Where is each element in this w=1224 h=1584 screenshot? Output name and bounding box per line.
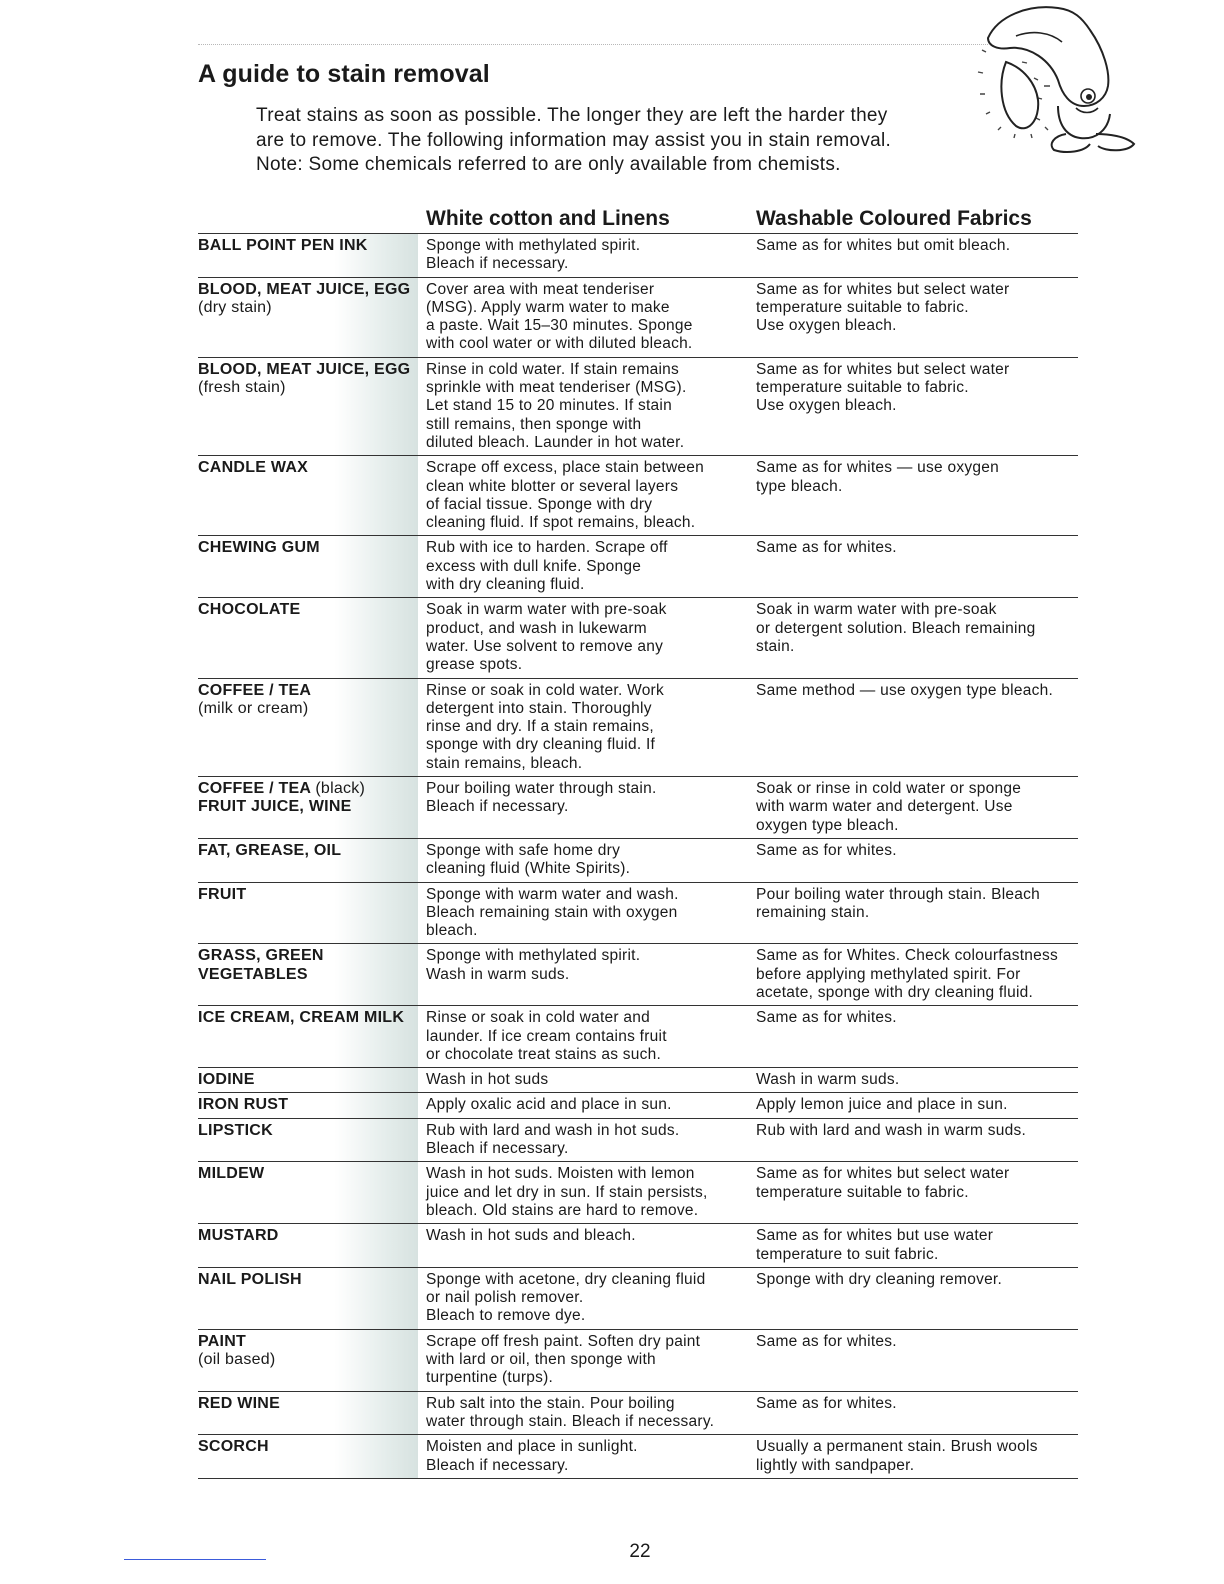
white-cotton-instructions bbox=[418, 838, 748, 882]
instruction-line: Wash in hot suds. Moisten with lemon bbox=[426, 1165, 695, 1183]
stain-type-cell bbox=[198, 1118, 418, 1162]
instruction-line: bleach. Old stains are hard to remove. bbox=[426, 1201, 699, 1219]
stain-type-cell bbox=[198, 1093, 418, 1118]
instruction-line: Rub salt into the stain. Pour boiling bbox=[426, 1394, 675, 1412]
intro-line: Treat stains as soon as possible. The longer they are left the harder they bbox=[256, 105, 888, 126]
stain-name bbox=[198, 1333, 418, 1351]
table-row bbox=[198, 1224, 1078, 1268]
table-row bbox=[198, 1435, 1078, 1479]
white-cotton-instructions bbox=[418, 234, 748, 278]
stain-type-cell bbox=[198, 1006, 418, 1068]
instruction-line: oxygen type bleach. bbox=[756, 816, 899, 834]
stain-name bbox=[198, 539, 418, 557]
instruction-line: stain remains, bleach. bbox=[426, 754, 583, 772]
instruction-line: Cover area with meat tenderiser bbox=[426, 280, 655, 298]
instruction-line: water through stain. Bleach if necessary. bbox=[426, 1412, 715, 1430]
instruction-line: water. Use solvent to remove any bbox=[426, 637, 664, 655]
bottom-link-underline bbox=[124, 1559, 266, 1560]
white-cotton-instructions bbox=[418, 1267, 748, 1329]
white-cotton-instructions bbox=[418, 456, 748, 536]
instruction-line: Rub with ice to harden. Scrape off bbox=[426, 539, 668, 557]
instruction-line: Bleach if necessary. bbox=[426, 255, 569, 273]
stain-name bbox=[198, 1165, 418, 1183]
instruction-line: Bleach if necessary. bbox=[426, 1140, 569, 1158]
coloured-fabric-instructions bbox=[748, 1162, 1078, 1224]
stain-name bbox=[198, 1395, 418, 1413]
instruction-line: Same as for whites. bbox=[756, 1394, 897, 1412]
instruction-line: clean white blotter or several layers bbox=[426, 477, 679, 495]
instruction-line: remaining stain. bbox=[756, 903, 870, 921]
coloured-fabric-instructions bbox=[748, 1068, 1078, 1093]
coloured-fabric-instructions bbox=[748, 1267, 1078, 1329]
table-row bbox=[198, 1267, 1078, 1329]
instruction-line: Soak or rinse in cold water or sponge bbox=[756, 780, 1022, 798]
instruction-line: Same method — use oxygen type bleach. bbox=[756, 681, 1054, 699]
stain-name-text: CHEWING GUM bbox=[198, 539, 320, 557]
instruction-line: bleach. bbox=[426, 922, 478, 940]
stain-note: (milk or cream) bbox=[198, 699, 309, 717]
instruction-line: Apply oxalic acid and place in sun. bbox=[426, 1096, 672, 1114]
page-number: 22 bbox=[629, 1541, 651, 1562]
instruction-line: temperature suitable to fabric. bbox=[756, 298, 969, 316]
instruction-line: Wash in warm suds. bbox=[426, 965, 570, 983]
instruction-line: Scrape off fresh paint. Soften dry paint bbox=[426, 1332, 701, 1350]
stain-name-text: MUSTARD bbox=[198, 1227, 279, 1245]
white-cotton-instructions bbox=[418, 1118, 748, 1162]
stain-name-text: CANDLE WAX bbox=[198, 459, 309, 477]
instruction-line: before applying methylated spirit. For bbox=[756, 965, 1021, 983]
coloured-fabric-instructions bbox=[748, 882, 1078, 944]
stain-name-text: COFFEE / TEA bbox=[198, 681, 312, 699]
stain-name bbox=[198, 1009, 418, 1027]
instruction-line: Sponge with warm water and wash. bbox=[426, 885, 679, 903]
instruction-line: or detergent solution. Bleach remaining bbox=[756, 619, 1036, 637]
instruction-line: Rinse or soak in cold water and bbox=[426, 1009, 651, 1027]
white-cotton-instructions bbox=[418, 598, 748, 678]
instruction-line: Same as for whites. bbox=[756, 539, 897, 557]
instruction-line: Soak in warm water with pre-soak bbox=[756, 601, 997, 619]
stain-name-text: COFFEE / TEA bbox=[198, 780, 311, 798]
instruction-line: Moisten and place in sunlight. bbox=[426, 1438, 638, 1456]
stain-name-text: LIPSTICK bbox=[198, 1121, 273, 1139]
column-header-stain bbox=[198, 205, 418, 234]
table-row bbox=[198, 777, 1078, 839]
coloured-fabric-instructions bbox=[748, 1093, 1078, 1118]
instruction-line: Rub with lard and wash in warm suds. bbox=[756, 1121, 1027, 1139]
instruction-line: cleaning fluid (White Spirits). bbox=[426, 860, 631, 878]
instruction-line: temperature to suit fabric. bbox=[756, 1245, 939, 1263]
stain-type-cell bbox=[198, 234, 418, 278]
coloured-fabric-instructions bbox=[748, 234, 1078, 278]
intro-line: are to remove. The following information may assist you in stain removal. bbox=[256, 129, 892, 151]
coloured-fabric-instructions bbox=[748, 277, 1078, 357]
coloured-fabric-instructions bbox=[748, 777, 1078, 839]
stain-removal-table bbox=[198, 205, 1078, 1479]
stain-name bbox=[198, 459, 418, 477]
stain-type-cell bbox=[198, 678, 418, 776]
coloured-fabric-instructions bbox=[748, 678, 1078, 776]
instruction-line: Bleach remaining stain with oxygen bbox=[426, 903, 678, 921]
stain-name bbox=[198, 237, 418, 255]
table-row bbox=[198, 357, 1078, 455]
stain-name-text: BLOOD, MEAT JUICE, EGG bbox=[198, 280, 411, 298]
column-header-coloured-fabrics: Washable Coloured Fabrics bbox=[748, 205, 1078, 234]
instruction-line: with cool water or with diluted bleach. bbox=[426, 335, 693, 353]
stain-name-text: ICE CREAM, CREAM MILK bbox=[198, 1009, 405, 1027]
instruction-line: temperature suitable to fabric. bbox=[756, 379, 969, 397]
instruction-line: still remains, then sponge with bbox=[426, 415, 642, 433]
instruction-line: sponge with dry cleaning fluid. If bbox=[426, 736, 656, 754]
white-cotton-instructions bbox=[418, 1224, 748, 1268]
table-row bbox=[198, 598, 1078, 678]
mascot-illustration bbox=[958, 2, 1144, 180]
table-row bbox=[198, 1329, 1078, 1391]
instruction-line: Same as for whites. bbox=[756, 1332, 897, 1350]
table-row bbox=[198, 882, 1078, 944]
white-cotton-instructions bbox=[418, 944, 748, 1006]
stain-name bbox=[198, 1071, 418, 1089]
stain-type-cell bbox=[198, 1435, 418, 1479]
instruction-line: Rub with lard and wash in hot suds. bbox=[426, 1121, 680, 1139]
instruction-line: Wash in warm suds. bbox=[756, 1071, 900, 1089]
instruction-line: temperature suitable to fabric. bbox=[756, 1183, 969, 1201]
instruction-line: grease spots. bbox=[426, 656, 523, 674]
stain-name bbox=[198, 682, 418, 700]
page-title: A guide to stain removal bbox=[198, 60, 490, 88]
table-row bbox=[198, 536, 1078, 598]
instruction-line: excess with dull knife. Sponge bbox=[426, 557, 642, 575]
table-row bbox=[198, 1068, 1078, 1093]
instruction-line: lightly with sandpaper. bbox=[756, 1456, 915, 1474]
intro-paragraph bbox=[256, 104, 996, 178]
stain-type-cell bbox=[198, 944, 418, 1006]
stain-type-cell bbox=[198, 1224, 418, 1268]
coloured-fabric-instructions bbox=[748, 357, 1078, 455]
stain-name bbox=[198, 1271, 418, 1289]
stain-type-cell bbox=[198, 536, 418, 598]
stain-name-text: PAINT bbox=[198, 1332, 247, 1350]
stain-name-text: NAIL POLISH bbox=[198, 1270, 302, 1288]
table-row bbox=[198, 838, 1078, 882]
stain-type-cell bbox=[198, 456, 418, 536]
instruction-line: Same as for whites but use water bbox=[756, 1227, 994, 1245]
stain-name bbox=[198, 281, 418, 299]
instruction-line: with dry cleaning fluid. bbox=[426, 576, 585, 594]
coloured-fabric-instructions bbox=[748, 944, 1078, 1006]
instruction-line: a paste. Wait 15–30 minutes. Sponge bbox=[426, 317, 693, 335]
top-dotted-rule bbox=[198, 44, 988, 45]
instruction-line: diluted bleach. Launder in hot water. bbox=[426, 433, 685, 451]
instruction-line: Pour boiling water through stain. Bleach bbox=[756, 885, 1040, 903]
instruction-line: of facial tissue. Sponge with dry bbox=[426, 495, 653, 513]
stain-type-cell bbox=[198, 1329, 418, 1391]
table-row bbox=[198, 277, 1078, 357]
instruction-line: Same as for whites but select water bbox=[756, 280, 1010, 298]
stain-name-secondary: FRUIT JUICE, WINE bbox=[198, 798, 352, 816]
stain-type-cell bbox=[198, 1267, 418, 1329]
stain-name-secondary: VEGETABLES bbox=[198, 965, 308, 983]
coloured-fabric-instructions bbox=[748, 1329, 1078, 1391]
stain-note: (oil based) bbox=[198, 1351, 276, 1369]
instruction-line: Same as for whites. bbox=[756, 1009, 897, 1027]
instruction-line: Wash in hot suds and bleach. bbox=[426, 1227, 636, 1245]
instruction-line: (MSG). Apply warm water to make bbox=[426, 298, 670, 316]
instruction-line: acetate, sponge with dry cleaning fluid. bbox=[756, 983, 1034, 1001]
stain-name bbox=[198, 1096, 418, 1114]
stain-type-cell bbox=[198, 882, 418, 944]
stain-name-text: BLOOD, MEAT JUICE, EGG bbox=[198, 360, 411, 378]
stain-type-cell bbox=[198, 1068, 418, 1093]
stain-name bbox=[198, 361, 418, 379]
table-row bbox=[198, 1118, 1078, 1162]
stain-name-text: FRUIT bbox=[198, 885, 247, 903]
table-body bbox=[198, 234, 1078, 1479]
stain-type-cell bbox=[198, 598, 418, 678]
instruction-line: with warm water and detergent. Use bbox=[756, 798, 1013, 816]
instruction-line: Same as for Whites. Check colourfastness bbox=[756, 947, 1059, 965]
stain-name-text: BALL POINT PEN INK bbox=[198, 237, 368, 254]
instruction-line: or chocolate treat stains as such. bbox=[426, 1045, 662, 1063]
white-cotton-instructions bbox=[418, 536, 748, 598]
stain-name bbox=[198, 842, 418, 860]
instruction-line: Sponge with dry cleaning remover. bbox=[756, 1270, 1003, 1288]
instruction-line: cleaning fluid. If spot remains, bleach. bbox=[426, 514, 696, 532]
instruction-line: Bleach to remove dye. bbox=[426, 1307, 586, 1325]
instruction-line: Rinse or soak in cold water. Work bbox=[426, 681, 664, 699]
coloured-fabric-instructions bbox=[748, 598, 1078, 678]
table-row bbox=[198, 234, 1078, 278]
instruction-line: type bleach. bbox=[756, 477, 843, 495]
table-row bbox=[198, 456, 1078, 536]
instruction-line: Sponge with acetone, dry cleaning fluid bbox=[426, 1270, 706, 1288]
stain-note: (fresh stain) bbox=[198, 379, 286, 397]
stain-name bbox=[198, 886, 418, 904]
instruction-line: Bleach if necessary. bbox=[426, 1456, 569, 1474]
white-cotton-instructions bbox=[418, 1329, 748, 1391]
instruction-line: detergent into stain. Thoroughly bbox=[426, 699, 652, 717]
coloured-fabric-instructions bbox=[748, 1006, 1078, 1068]
stain-name-text: CHOCOLATE bbox=[198, 601, 301, 619]
table-row bbox=[198, 1093, 1078, 1118]
stain-type-cell bbox=[198, 277, 418, 357]
stain-type-cell bbox=[198, 838, 418, 882]
stain-name-text: SCORCH bbox=[198, 1438, 269, 1456]
instruction-line: launder. If ice cream contains fruit bbox=[426, 1027, 667, 1045]
instruction-line: with lard or oil, then sponge with bbox=[426, 1351, 656, 1369]
stain-name-text: RED WINE bbox=[198, 1394, 280, 1412]
instruction-line: stain. bbox=[756, 637, 795, 655]
coloured-fabric-instructions bbox=[748, 838, 1078, 882]
instruction-line: Soak in warm water with pre-soak bbox=[426, 601, 667, 619]
white-cotton-instructions bbox=[418, 1391, 748, 1435]
white-cotton-instructions bbox=[418, 882, 748, 944]
instruction-line: Bleach if necessary. bbox=[426, 798, 569, 816]
instruction-line: Same as for whites but select water bbox=[756, 1165, 1010, 1183]
instruction-line: Use oxygen bleach. bbox=[756, 317, 897, 335]
stain-name bbox=[198, 601, 418, 619]
instruction-line: turpentine (turps). bbox=[426, 1369, 554, 1387]
white-cotton-instructions bbox=[418, 777, 748, 839]
white-cotton-instructions bbox=[418, 357, 748, 455]
stain-note: (dry stain) bbox=[198, 298, 272, 316]
stain-inline-note: (black) bbox=[315, 780, 366, 798]
coloured-fabric-instructions bbox=[748, 1435, 1078, 1479]
stain-name bbox=[198, 1227, 418, 1245]
instruction-line: juice and let dry in sun. If stain persists, bbox=[426, 1183, 708, 1201]
instruction-line: sprinkle with meat tenderiser (MSG). bbox=[426, 379, 687, 397]
instruction-line: Same as for whites. bbox=[756, 841, 897, 859]
white-cotton-instructions bbox=[418, 1093, 748, 1118]
table-header-row bbox=[198, 205, 1078, 234]
instruction-line: Scrape off excess, place stain between bbox=[426, 459, 705, 477]
coloured-fabric-instructions bbox=[748, 1118, 1078, 1162]
stain-type-cell bbox=[198, 777, 418, 839]
stain-type-cell bbox=[198, 357, 418, 455]
table-row bbox=[198, 1391, 1078, 1435]
instruction-line: Sponge with methylated spirit. bbox=[426, 947, 641, 965]
white-cotton-instructions bbox=[418, 1068, 748, 1093]
instruction-line: Sponge with methylated spirit. bbox=[426, 237, 641, 254]
instruction-line: Usually a permanent stain. Brush wools bbox=[756, 1438, 1038, 1456]
table-row bbox=[198, 944, 1078, 1006]
stain-name-text: MILDEW bbox=[198, 1165, 265, 1183]
coloured-fabric-instructions bbox=[748, 536, 1078, 598]
coloured-fabric-instructions bbox=[748, 456, 1078, 536]
stain-name-text: IODINE bbox=[198, 1071, 255, 1089]
stain-type-cell bbox=[198, 1391, 418, 1435]
instruction-line: rinse and dry. If a stain remains, bbox=[426, 718, 654, 736]
table-row bbox=[198, 1006, 1078, 1068]
instruction-line: Sponge with safe home dry bbox=[426, 841, 621, 859]
stain-name bbox=[198, 947, 418, 965]
instruction-line: Wash in hot suds bbox=[426, 1071, 549, 1089]
table-row bbox=[198, 678, 1078, 776]
coloured-fabric-instructions bbox=[748, 1391, 1078, 1435]
stain-name bbox=[198, 780, 418, 798]
stain-blob-icon bbox=[1001, 62, 1038, 128]
instruction-line: product, and wash in lukewarm bbox=[426, 619, 647, 637]
white-cotton-instructions bbox=[418, 1435, 748, 1479]
stain-name bbox=[198, 1438, 418, 1456]
column-header-white-cotton: White cotton and Linens bbox=[418, 205, 748, 234]
white-cotton-instructions bbox=[418, 1006, 748, 1068]
stain-name-text: IRON RUST bbox=[198, 1096, 289, 1114]
stain-name-text: GRASS, GREEN bbox=[198, 947, 324, 965]
instruction-line: Let stand 15 to 20 minutes. If stain bbox=[426, 397, 672, 415]
instruction-line: Same as for whites — use oxygen bbox=[756, 459, 999, 477]
table-row bbox=[198, 1162, 1078, 1224]
instruction-line: Same as for whites but select water bbox=[756, 360, 1010, 378]
instruction-line: Apply lemon juice and place in sun. bbox=[756, 1096, 1008, 1114]
white-cotton-instructions bbox=[418, 678, 748, 776]
stain-type-cell bbox=[198, 1162, 418, 1224]
stain-name-text: FAT, GREASE, OIL bbox=[198, 841, 342, 859]
instruction-line: Use oxygen bleach. bbox=[756, 397, 897, 415]
instruction-line: Rinse in cold water. If stain remains bbox=[426, 360, 680, 378]
white-cotton-instructions bbox=[418, 1162, 748, 1224]
instruction-line: or nail polish remover. bbox=[426, 1289, 584, 1307]
intro-line: Note: Some chemicals referred to are only available from chemists. bbox=[256, 154, 841, 175]
white-cotton-instructions bbox=[418, 277, 748, 357]
instruction-line: Same as for whites but omit bleach. bbox=[756, 237, 1011, 254]
coloured-fabric-instructions bbox=[748, 1224, 1078, 1268]
instruction-line: Pour boiling water through stain. bbox=[426, 780, 657, 798]
stain-name bbox=[198, 1122, 418, 1140]
